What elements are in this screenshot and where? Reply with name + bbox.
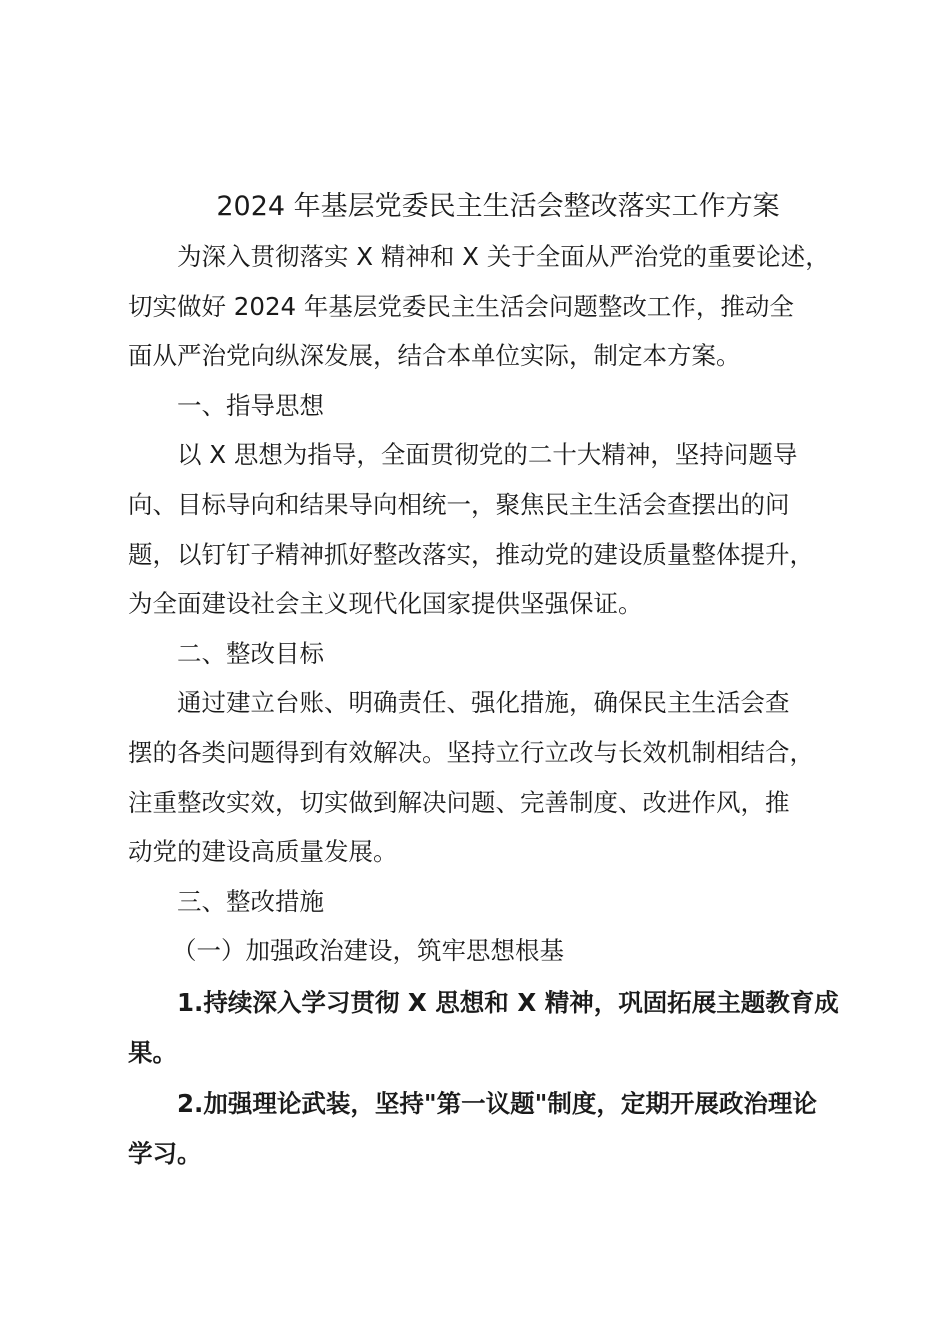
section-rectification-goals [128,629,858,877]
section-line: 通过建立台账、明确责任、强化措施，确保民主生活会查 [177,688,790,718]
document-title: 2024 年基层党委民主生活会整改落实工作方案 [216,191,780,222]
intro-paragraph [128,232,858,381]
subsection-heading: （一）加强政治建设，筑牢思想根基 [172,936,564,966]
intro-line: 为深入贯彻落实 X 精神和 X 关于全面从严治党的重要论述， [177,242,830,271]
intro-line: 切实做好 2024 年基层党委民主生活会问题整改工作，推动全 [128,291,794,321]
section-line: 为全面建设社会主义现代化国家提供坚强保证。 [128,589,643,619]
section-heading: 三、整改措施 [177,886,324,916]
document-page [128,182,858,1178]
section-line: 动党的建设高质量发展。 [128,837,398,867]
section-rectification-measures [128,877,858,976]
measure-item-2 [128,1079,858,1178]
intro-line: 面从严治党向纵深发展，结合本单位实际，制定本方案。 [128,341,741,371]
section-heading: 二、整改目标 [177,638,324,668]
measure-line: 2.加强理论武装，坚持"第一议题"制度，定期开展政治理论 [177,1089,817,1119]
section-line: 以 X 思想为指导，全面贯彻党的二十大精神，坚持问题导 [177,440,798,470]
section-guiding-thought [128,381,858,629]
section-line: 摆的各类问题得到有效解决。坚持立行立改与长效机制相结合， [128,737,814,767]
measure-item-1 [128,978,858,1077]
measure-line: 果。 [128,1037,177,1067]
measure-line: 1.持续深入学习贯彻 X 思想和 X 精神，巩固拓展主题教育成 [177,987,839,1017]
section-line: 注重整改实效，切实做到解决问题、完善制度、改进作风，推 [128,787,790,817]
section-line: 题，以钉钉子精神抓好整改落实，推动党的建设质量整体提升， [128,539,814,569]
measure-line: 学习。 [128,1138,202,1168]
section-line: 向、目标导向和结果导向相统一，聚焦民主生活会查摆出的问 [128,489,790,519]
section-heading: 一、指导思想 [177,390,324,420]
